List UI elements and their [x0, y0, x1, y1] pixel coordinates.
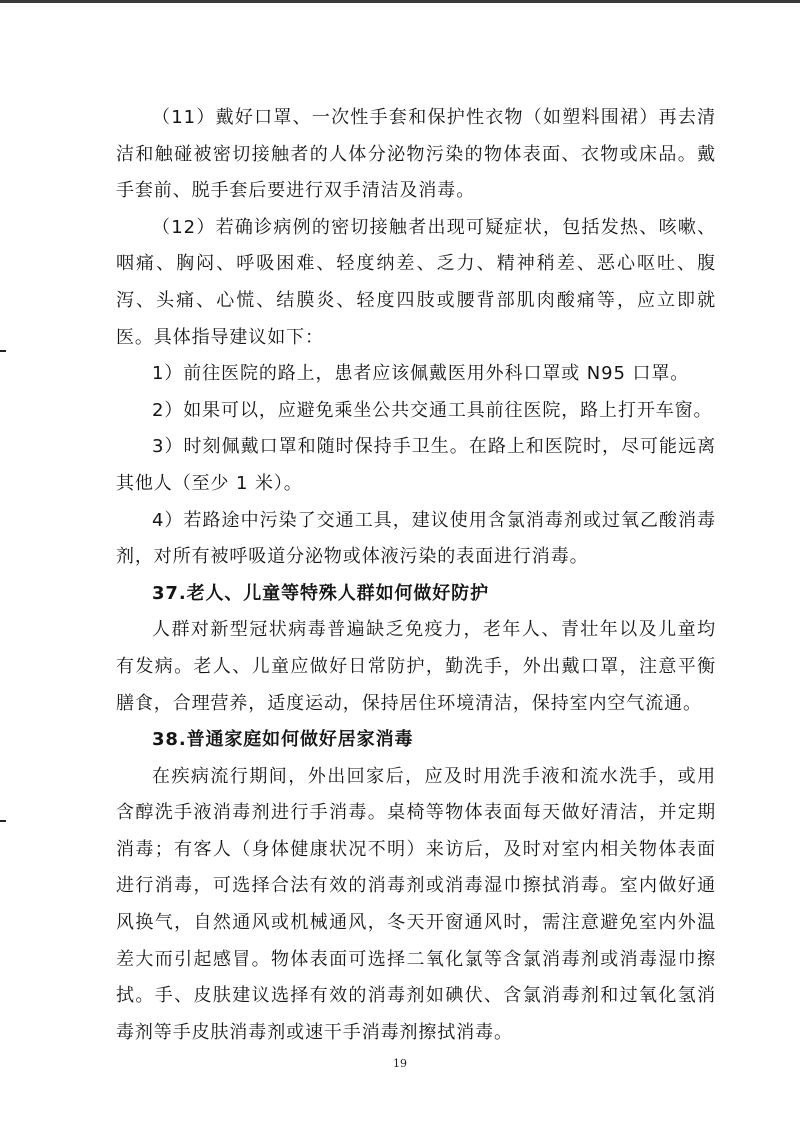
page-number: 19: [393, 1057, 407, 1070]
paragraph-step-3: 3）时刻佩戴口罩和随时保持手卫生。在路上和医院时，尽可能远离其他人（至少 1 米）。: [116, 436, 716, 494]
scan-margin-mark: [0, 350, 6, 352]
section-heading-38: 38.普通家庭如何做好居家消毒: [152, 729, 414, 751]
paragraph-step-4: 4）若路途中污染了交通工具，建议使用含氯消毒剂或过氧乙酸消毒剂，对所有被呼吸道分泌物或体液污染的表面进行消毒。: [116, 509, 716, 568]
scan-margin-mark: [0, 820, 6, 822]
document-body: [116, 100, 716, 1051]
paragraph-home-disinfection: 在疾病流行期间，外出回家后，应及时用洗手液和流水洗手，或用含醇洗手液消毒剂进行手消毒。桌椅等物体表面每天做好清洁，并定期消毒；有客人（身体健康状况不明）来访后，及时对室内相关物体表面进行消毒，可选择合法有效的消毒剂或消毒湿巾擦拭消毒。室内做好通风换气，自然通风或机械通风，冬天开窗通风时，需注意避免室内外温差大而引起感冒。物体表面可选择二氧化氯等含氯消毒剂或消毒湿巾擦拭。手、皮肤建议选择有效的消毒剂如碘伏、含氯消毒剂和过氧化氢消毒剂等手皮肤消毒剂或速干手消毒剂擦拭消毒。: [116, 765, 716, 1043]
section-heading-37: 37.老人、儿童等特殊人群如何做好防护: [152, 582, 489, 604]
scan-top-edge: [0, 0, 800, 3]
paragraph-step-1: 1）前往医院的路上，患者应该佩戴医用外科口罩或 N95 口罩。: [152, 363, 690, 385]
paragraph-item-12: （12）若确诊病例的密切接触者出现可疑症状，包括发热、咳嗽、咽痛、胸闷、呼吸困难、轻度纳差、乏力、精神稍差、恶心呕吐、腹泻、头痛、心慌、结膜炎、轻度四肢或腰背部肌肉酸痛等，应立即就医。具体指导建议如下：: [116, 216, 716, 348]
paragraph-item-11: （11）戴好口罩、一次性手套和保护性衣物（如塑料围裙）再去清洁和触碰被密切接触者的人体分泌物污染的物体表面、衣物或床品。戴手套前、脱手套后要进行双手清洁及消毒。: [116, 107, 716, 202]
paragraph-step-2: 2）如果可以，应避免乘坐公共交通工具前往医院，路上打开车窗。: [152, 399, 713, 421]
paragraph-special-groups: 人群对新型冠状病毒普遍缺乏免疫力，老年人、青壮年以及儿童均有发病。老人、儿童应做好日常防护，勤洗手，外出戴口罩，注意平衡膳食，合理营养，适度运动，保持居住环境清洁，保持室内空气流通。: [116, 619, 716, 714]
